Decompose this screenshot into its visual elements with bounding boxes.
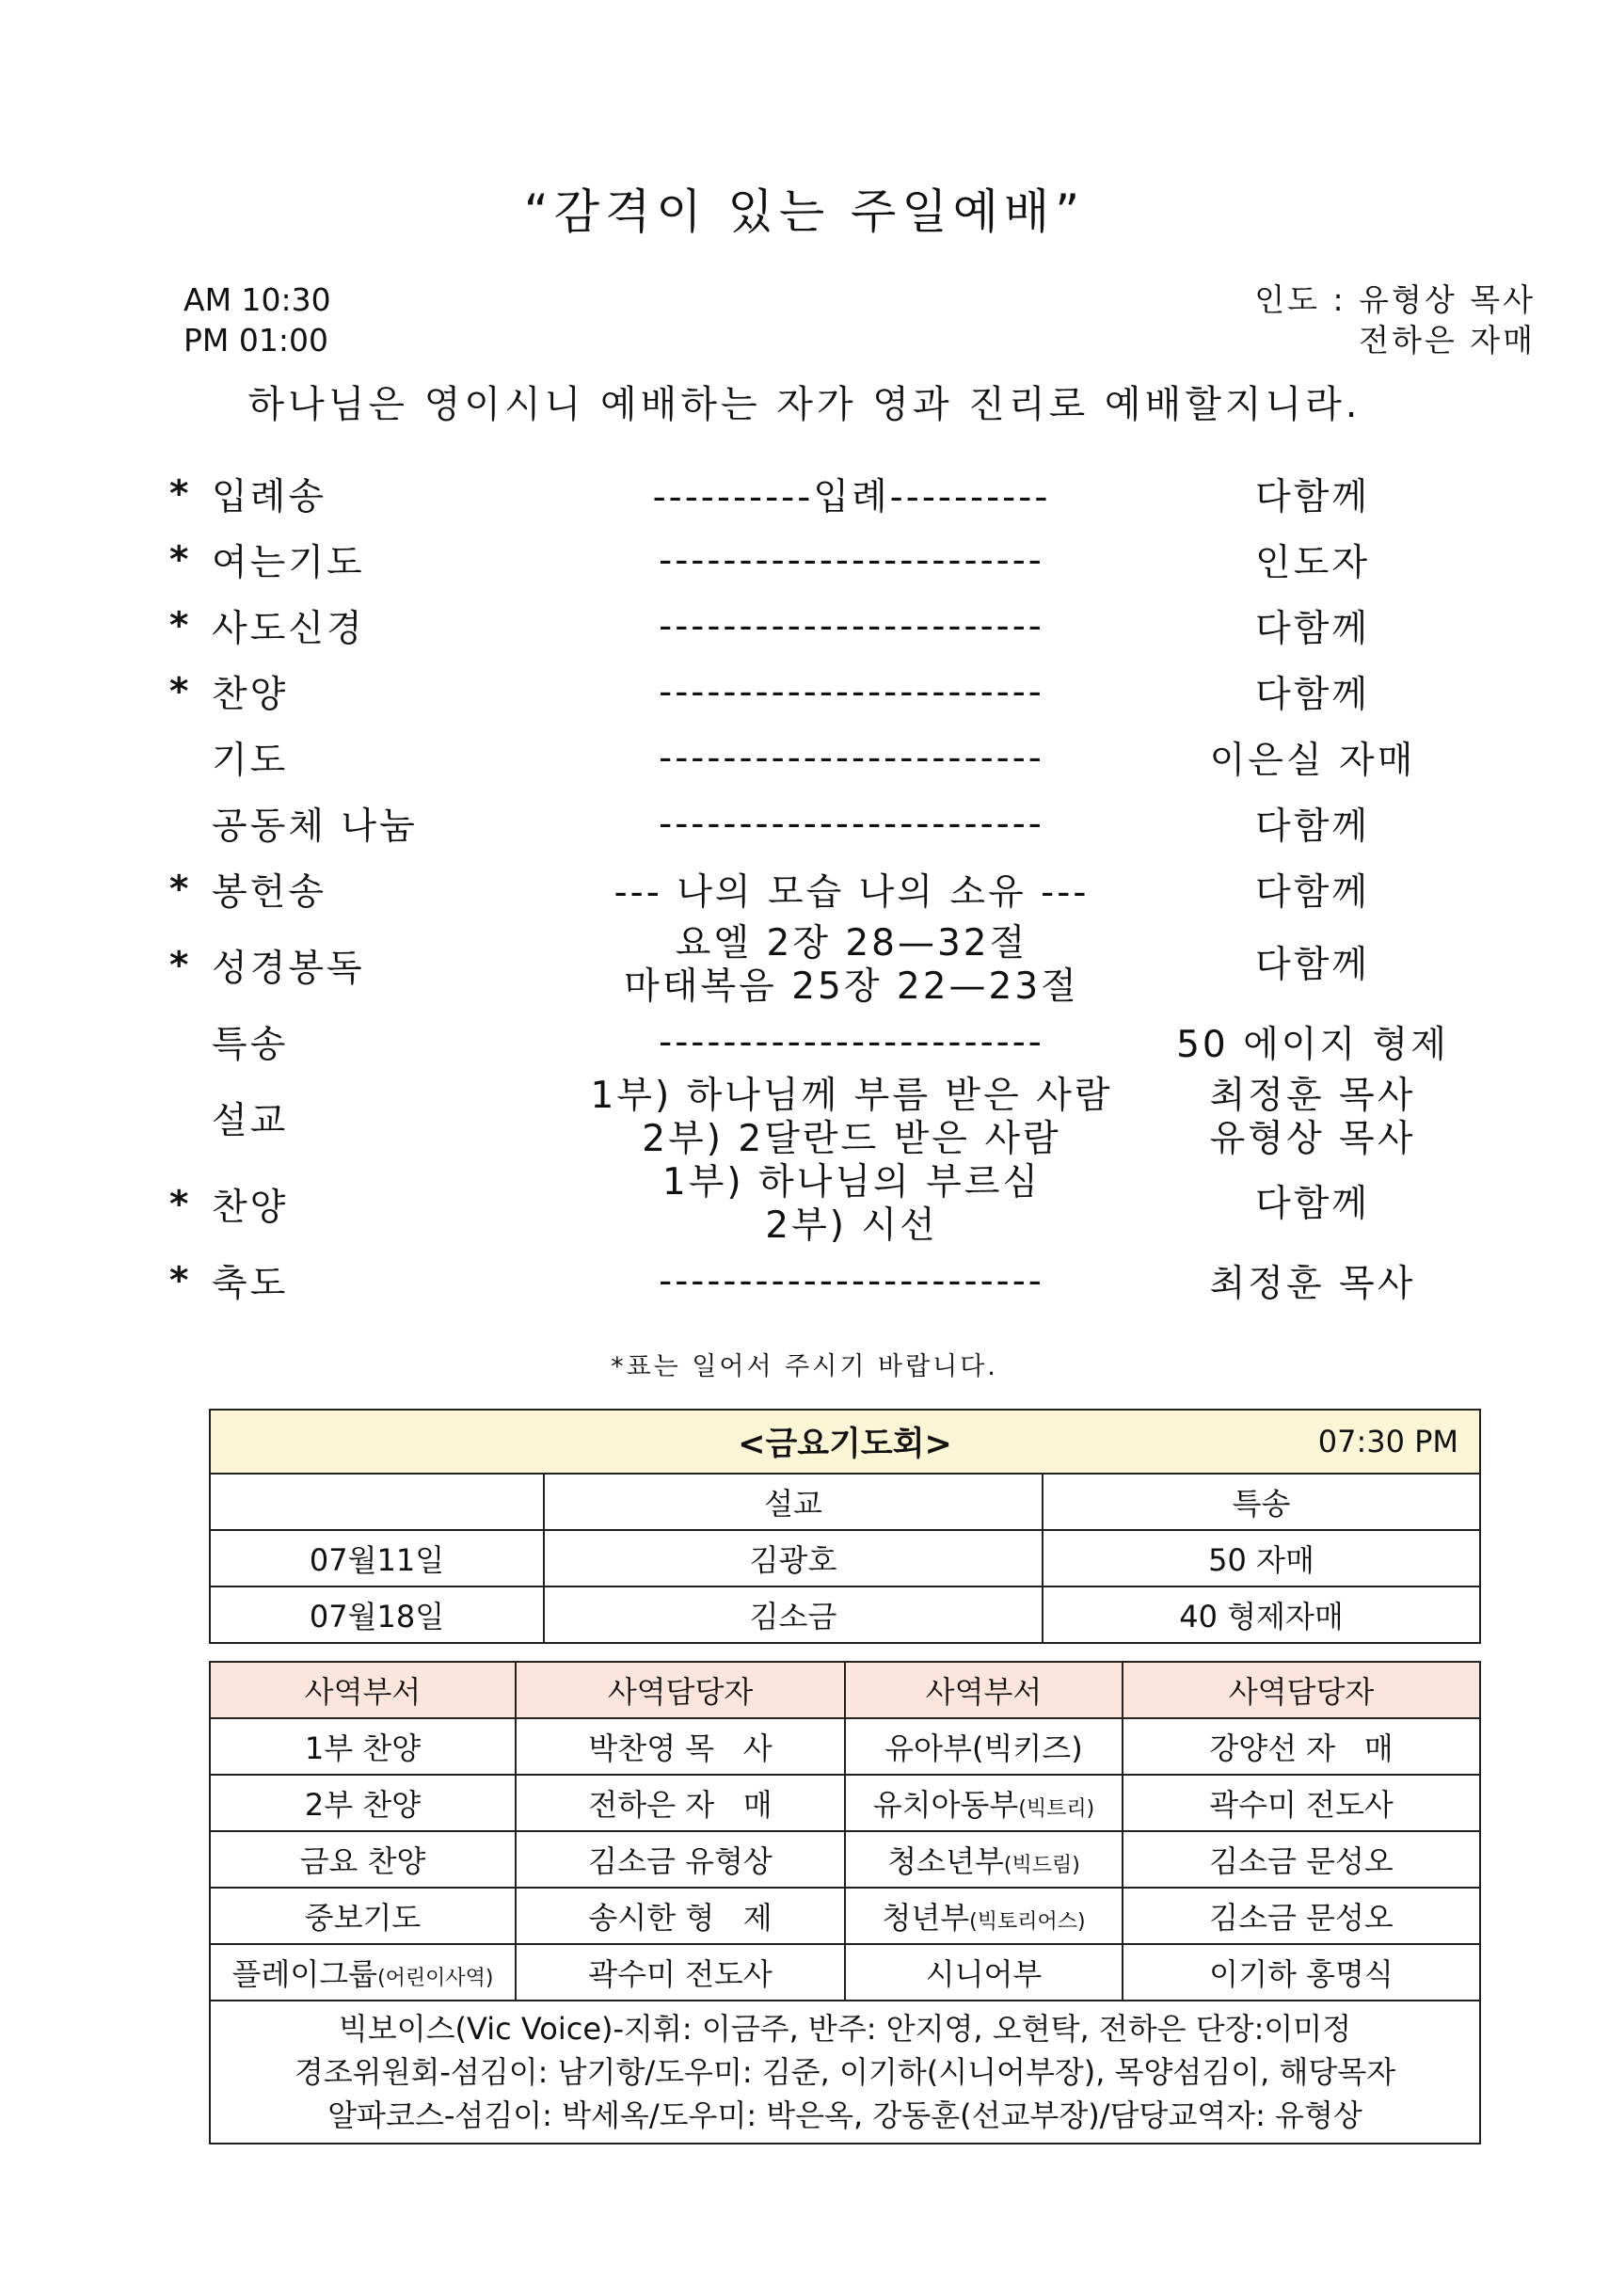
order-item-leader xyxy=(1148,659,1477,725)
table-cell xyxy=(210,1831,516,1888)
standing-marker: * xyxy=(169,538,192,582)
table-cell-subtext: (빅토리어스) xyxy=(969,1910,1086,1934)
table-cell xyxy=(1123,1831,1480,1888)
table-cell-subtext: (빅드림) xyxy=(1003,1854,1080,1877)
table-row xyxy=(210,1831,1480,1888)
service-leaders xyxy=(1254,279,1536,360)
order-item-detail xyxy=(574,659,1129,725)
order-item xyxy=(169,1248,1505,1314)
table-cell xyxy=(516,1888,845,1944)
order-item-detail xyxy=(574,1075,1129,1161)
order-item-detail xyxy=(574,790,1129,856)
standing-marker: * xyxy=(169,670,192,713)
table-cell-text: 시니어부 xyxy=(925,1956,1043,1992)
order-item-leader xyxy=(1148,1075,1477,1161)
order-item-name: 축도 xyxy=(212,1263,289,1305)
table-cell-text: 송시한 형 제 xyxy=(588,1900,773,1936)
order-item-detail xyxy=(574,1161,1129,1248)
table-header-cell: 사역부서 xyxy=(845,1662,1123,1718)
order-item-leader xyxy=(1148,790,1477,856)
order-item-leader-line: 50 에이지 형제 xyxy=(1176,1024,1449,1066)
ministry-footer xyxy=(210,2001,1480,2144)
order-item-leader xyxy=(1148,856,1477,922)
order-item-leader-line: 다함께 xyxy=(1254,476,1371,518)
table-cell-text: 청년부 xyxy=(882,1900,970,1936)
footer-line: 알파코스-섬김이: 박세옥/도우미: 박은옥, 강동훈(선교부장)/담당교역자: 유형상 xyxy=(327,2097,1362,2133)
order-item-leader xyxy=(1148,725,1477,790)
table-cell-text: 금요 찬양 xyxy=(299,1843,426,1879)
standing-marker xyxy=(169,1009,207,1075)
table-header-cell: 사역부서 xyxy=(210,1662,516,1718)
order-item-leader-line: 최정훈 목사 xyxy=(1209,1075,1416,1117)
table-cell-sermon: 김광호 xyxy=(544,1530,1043,1586)
table-cell xyxy=(210,1775,516,1831)
table-cell-text: 2부 찬양 xyxy=(304,1787,422,1823)
friday-prayer-title-text: <금요기도회> xyxy=(738,1426,952,1463)
standing-marker xyxy=(169,1075,207,1161)
order-item-leader xyxy=(1148,1009,1477,1075)
order-item-leader xyxy=(1148,1161,1477,1248)
order-item-name: 특송 xyxy=(212,1024,289,1066)
order-item-name: 기도 xyxy=(212,740,289,782)
order-item-detail-line: ----------입례---------- xyxy=(652,476,1051,518)
table-cell-date: 07월18일 xyxy=(210,1586,544,1643)
service-times xyxy=(183,279,331,360)
order-item xyxy=(169,1075,1505,1161)
table-cell xyxy=(845,1718,1123,1775)
table-cell xyxy=(845,1944,1123,2001)
table-cell-text: 중보기도 xyxy=(304,1900,422,1936)
standing-marker: * xyxy=(169,868,192,911)
table-row xyxy=(210,1586,1480,1643)
order-item-detail-line: 마태복음 25장 22—23절 xyxy=(624,965,1079,1008)
order-item-leader-line: 유형상 목사 xyxy=(1209,1118,1416,1160)
order-item-detail-line: ------------------------ xyxy=(659,604,1044,647)
table-cell xyxy=(210,1944,516,2001)
table-cell xyxy=(516,1831,845,1888)
table-cell-text: 플레이그룹 xyxy=(231,1956,378,1992)
leader-pastor: 인도 : 유형상 목사 xyxy=(1254,281,1536,318)
table-cell-text: 유치아동부 xyxy=(872,1787,1019,1823)
table-cell-text: 1부 찬양 xyxy=(304,1730,422,1766)
order-item xyxy=(169,725,1505,790)
table-row xyxy=(210,1888,1480,1944)
order-item-detail-line: ------------------------ xyxy=(659,1020,1044,1063)
table-cell xyxy=(1123,1888,1480,1944)
table-cell-text: 강양선 자 매 xyxy=(1209,1730,1394,1766)
order-item-leader-line: 이은실 자매 xyxy=(1209,740,1416,782)
table-cell-text: 곽수미 전도사 xyxy=(588,1956,773,1992)
order-item-name: 입례송 xyxy=(212,476,327,518)
table-cell-sermon: 김소금 xyxy=(544,1586,1043,1643)
order-item-leader-line: 다함께 xyxy=(1254,871,1371,914)
ministry-footer-row xyxy=(210,2001,1480,2144)
page-title: “감격이 있는 주일예배” xyxy=(523,184,1086,239)
order-item-detail-line: 2부) 시선 xyxy=(765,1204,938,1247)
order-item-leader-line: 다함께 xyxy=(1254,608,1371,650)
table-cell xyxy=(845,1888,1123,1944)
table-cell-date: 07월11일 xyxy=(210,1530,544,1586)
table-header-row xyxy=(210,1662,1480,1718)
order-item-detail xyxy=(574,922,1129,1009)
worship-order xyxy=(169,461,1505,1314)
order-item-name: 여는기도 xyxy=(212,542,365,584)
table-cell-text: 유아부(빅키즈) xyxy=(884,1730,1083,1766)
order-item-detail xyxy=(574,1009,1129,1075)
table-cell xyxy=(845,1831,1123,1888)
order-item-leader xyxy=(1148,461,1477,527)
order-item xyxy=(169,659,1505,725)
friday-prayer-title xyxy=(210,1410,1480,1474)
order-item-detail-line: 2부) 2달란드 받은 사람 xyxy=(642,1118,1061,1160)
order-item-leader-line: 최정훈 목사 xyxy=(1209,1263,1416,1305)
table-row xyxy=(210,1718,1480,1775)
standing-marker: * xyxy=(169,472,192,516)
order-item-name: 봉헌송 xyxy=(212,871,327,914)
table-cell xyxy=(210,1718,516,1775)
order-item-leader xyxy=(1148,922,1477,1009)
order-item-leader-line: 다함께 xyxy=(1254,805,1371,848)
table-cell-text: 박찬영 목 사 xyxy=(588,1730,773,1766)
order-item-detail-line: ------------------------ xyxy=(659,802,1044,845)
table-cell-text: 이기하 홍명식 xyxy=(1209,1956,1394,1992)
table-cell-special: 40 형제자매 xyxy=(1043,1586,1480,1643)
table-cell-special: 50 자매 xyxy=(1043,1530,1480,1586)
table-header-cell: 사역담당자 xyxy=(516,1662,845,1718)
order-item-detail-line: 1부) 하나님께 부름 받은 사람 xyxy=(590,1075,1113,1117)
order-item-leader-line: 다함께 xyxy=(1254,1183,1371,1225)
footer-line: 빅보이스(Vic Voice)-지휘: 이금주, 반주: 안지영, 오현탁, 전하은 단장:이미정 xyxy=(338,2011,1352,2047)
order-item-detail xyxy=(574,856,1129,922)
table-cell xyxy=(1123,1775,1480,1831)
order-item-name: 사도신경 xyxy=(212,608,365,650)
order-item xyxy=(169,1009,1505,1075)
table-row xyxy=(210,1944,1480,2001)
table-header-cell: 설교 xyxy=(544,1474,1043,1530)
table-header-cell: 특송 xyxy=(1043,1474,1480,1530)
order-item-leader-line: 다함께 xyxy=(1254,674,1371,716)
order-item-name: 공동체 나눔 xyxy=(212,805,418,848)
service-time-am: AM 10:30 xyxy=(183,281,331,318)
order-item xyxy=(169,790,1505,856)
standing-marker: * xyxy=(169,1259,192,1302)
table-cell xyxy=(1123,1944,1480,2001)
order-item-detail-line: ------------------------ xyxy=(659,670,1044,713)
order-item-detail-line: ------------------------ xyxy=(659,1259,1044,1302)
ministry-table xyxy=(209,1661,1481,2145)
table-cell-text: 전하은 자 매 xyxy=(588,1787,773,1823)
order-item-name: 찬양 xyxy=(212,1187,289,1229)
order-item-name: 설교 xyxy=(212,1100,289,1142)
table-cell-subtext: (빅트리) xyxy=(1018,1797,1095,1821)
order-item-detail-line: ------------------------ xyxy=(659,538,1044,582)
order-item-detail xyxy=(574,461,1129,527)
order-item-detail-line: --- 나의 모습 나의 소유 --- xyxy=(613,871,1090,914)
table-cell-text: 김소금 문성오 xyxy=(1209,1843,1394,1879)
table-cell-text: 김소금 유형상 xyxy=(588,1843,773,1879)
order-item xyxy=(169,527,1505,593)
standing-marker xyxy=(169,725,207,790)
order-item-detail xyxy=(574,527,1129,593)
table-cell xyxy=(516,1944,845,2001)
table-cell xyxy=(845,1775,1123,1831)
standing-marker xyxy=(169,790,207,856)
order-item xyxy=(169,856,1505,922)
order-item xyxy=(169,1161,1505,1248)
standing-marker: * xyxy=(169,604,192,647)
order-item-detail xyxy=(574,1248,1129,1314)
order-item-detail-line: 1부) 하나님의 부르심 xyxy=(661,1161,1042,1204)
table-cell xyxy=(516,1718,845,1775)
table-header-cell: 사역담당자 xyxy=(1123,1662,1480,1718)
order-item-detail xyxy=(574,593,1129,659)
friday-prayer-table xyxy=(209,1409,1481,1644)
order-item-detail xyxy=(574,725,1129,790)
order-item-leader xyxy=(1148,527,1477,593)
table-cell xyxy=(516,1775,845,1831)
table-header-row xyxy=(210,1474,1480,1530)
order-item-name: 찬양 xyxy=(212,674,289,716)
order-item-detail-line: 요엘 2장 28—32절 xyxy=(675,922,1028,965)
standing-note: *표는 일어서 주시기 바랍니다. xyxy=(611,1352,998,1381)
order-item-leader xyxy=(1148,1248,1477,1314)
table-cell-subtext: (어린이사역) xyxy=(377,1967,494,1990)
order-item-detail-line: ------------------------ xyxy=(659,736,1044,779)
table-row xyxy=(210,1530,1480,1586)
table-cell-text: 곽수미 전도사 xyxy=(1209,1787,1394,1823)
standing-marker: * xyxy=(169,944,192,987)
footer-line: 경조위원회-섬김이: 남기항/도우미: 김준, 이기하(시니어부장), 목양섬김이, 해당목자 xyxy=(294,2054,1396,2090)
table-cell-text: 청소년부 xyxy=(887,1843,1004,1879)
order-item xyxy=(169,922,1505,1009)
table-cell xyxy=(210,1888,516,1944)
order-item-name: 성경봉독 xyxy=(212,948,365,990)
order-item-leader-line: 인도자 xyxy=(1254,542,1371,584)
order-item-leader xyxy=(1148,593,1477,659)
table-header-cell xyxy=(210,1474,544,1530)
scripture-verse: 하나님은 영이시니 예배하는 자가 영과 진리로 예배할지니라. xyxy=(247,383,1362,426)
table-row xyxy=(210,1775,1480,1831)
service-time-pm: PM 01:00 xyxy=(183,322,328,359)
order-item-leader-line: 다함께 xyxy=(1254,944,1371,986)
standing-marker: * xyxy=(169,1183,192,1226)
order-item xyxy=(169,593,1505,659)
table-cell-text: 김소금 문성오 xyxy=(1209,1900,1394,1936)
order-item xyxy=(169,461,1505,527)
friday-prayer-time: 07:30 PM xyxy=(1317,1424,1459,1459)
table-cell xyxy=(1123,1718,1480,1775)
leader-sister: 전하은 자매 xyxy=(1359,322,1536,359)
